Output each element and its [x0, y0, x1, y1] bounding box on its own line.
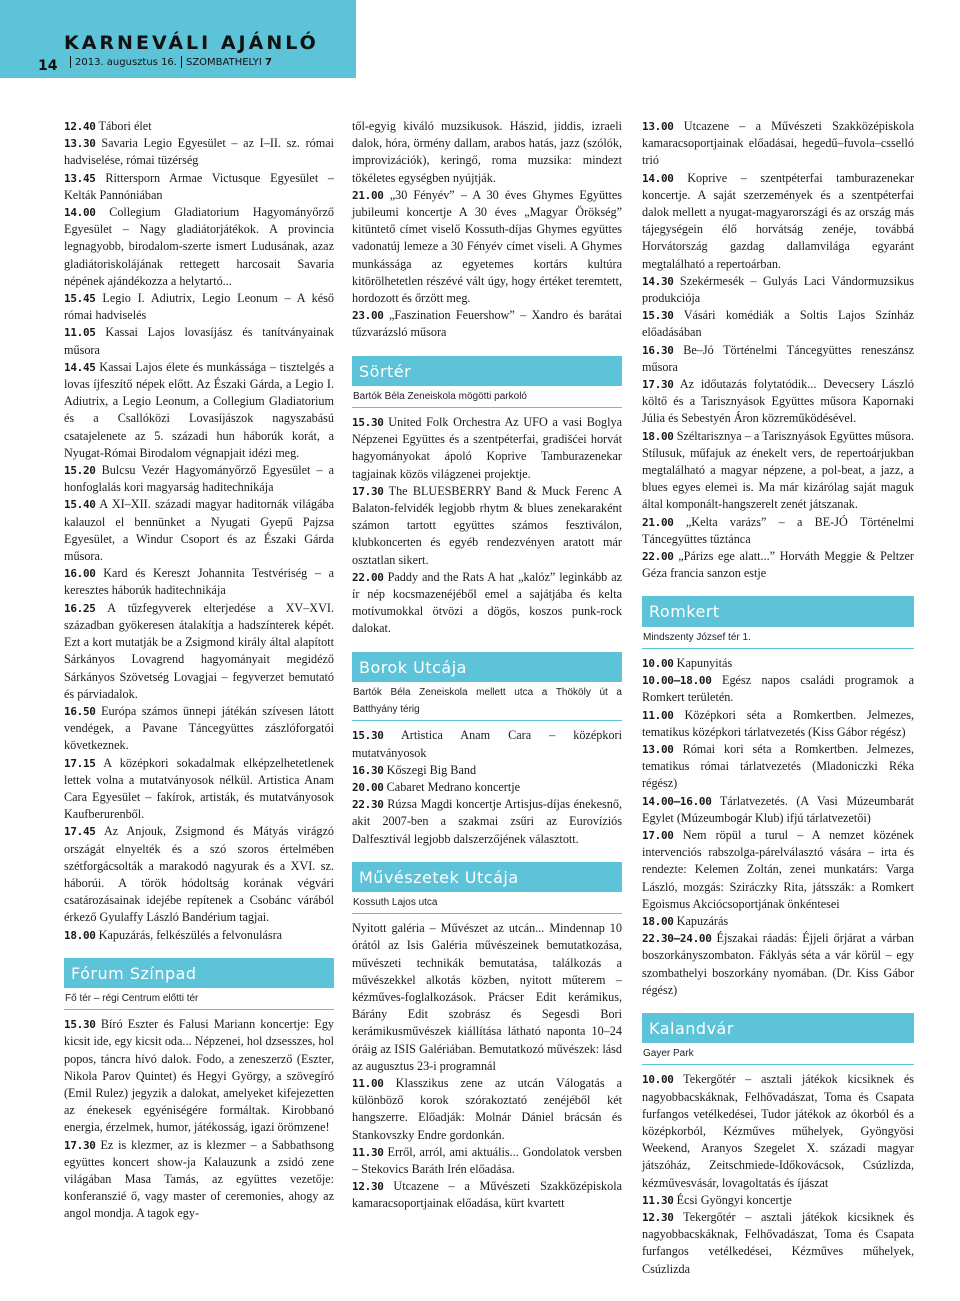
program-item: [642, 273, 914, 307]
program-time: 18.00: [64, 928, 96, 942]
program-item: [642, 793, 914, 827]
program-time: 14.30: [642, 274, 674, 288]
program-time: 15.30: [642, 309, 674, 323]
program-time: 14.00: [642, 171, 674, 185]
program-item: [64, 118, 334, 135]
program-item: [642, 913, 914, 930]
program-time: 17.30: [64, 1138, 96, 1152]
program-time: 11.00: [352, 1076, 384, 1090]
program-description: Kassai Lajos lovasíjász és tanítványainak műsora: [64, 325, 335, 357]
program-time: 13.45: [64, 171, 96, 185]
divider: [70, 56, 71, 68]
program-time: 16.30: [642, 343, 674, 357]
program-time: 22.00: [642, 550, 674, 564]
program-time: 16.00: [64, 567, 96, 581]
program-time: 14.00–16.00: [642, 794, 712, 808]
issue-info: [66, 56, 272, 68]
program-description: Utcazene – a Művészeti Szakközépiskola kamaracsoportjainak előadásai, hegedű–fuvola–csselló trió: [642, 119, 914, 168]
program-description: Cabaret Medrano koncertje: [386, 779, 520, 794]
program-description: Római kori séta a Romkertben. Jelmezes, tematikus római tárlatvezetés (Mladoniczki Réka régész): [642, 741, 915, 791]
program-time: 13.30: [64, 137, 96, 151]
program-time: 11.05: [64, 326, 96, 340]
divider: [181, 56, 182, 68]
program-item: [642, 930, 914, 999]
program-time: 20.00: [352, 780, 384, 794]
venue-location: Mindszenty József tér 1.: [642, 627, 914, 649]
program-item: [642, 827, 914, 913]
program-item: [64, 359, 334, 462]
program-time: 15.40: [64, 498, 96, 512]
program-list: [64, 118, 334, 944]
program-time: 17.00: [642, 828, 674, 842]
program-item: [642, 514, 914, 548]
program-description: Collegium Gladiatorium Hagyományőrző Egyesület – Nagy gladiátorjátékok. A provincia legnagyobb, birodalom-szerte ismert Ludusának, azaz gladiátoriskolájának rettegett harcosait Savaria népének ajándékozza a helytartó...: [64, 205, 335, 288]
program-time: 10.00: [642, 1073, 674, 1087]
program-time: 18.00: [642, 914, 674, 928]
program-description: Tekergőtér – asztali játékok kicsiknek és nagyobbacskáknak, Felhővadászat, Toma és Csapata furfangos vetélkedései, Kézműves műhelyek, Csúzlizda: [642, 1209, 915, 1276]
section-title: KARNEVÁLI AJÁNLÓ: [64, 32, 319, 54]
program-item: [642, 548, 914, 582]
venue-section-kalandvar: [642, 1013, 914, 1065]
program-description: Vásári komédiák a Soltis Lajos Színház előadásában: [642, 308, 914, 340]
program-item: [352, 779, 622, 796]
venue-section-forum: [64, 958, 334, 1010]
program-description: Szekérmesék – Gulyás Laci Vándormuzsikus produkciója: [642, 273, 915, 306]
program-time: 15.30: [352, 729, 384, 743]
program-description: Savaria Legio Egyesület – az I–II. sz. római hadviselése, római tüzérség: [64, 136, 334, 168]
column-1: [64, 118, 334, 1223]
venue-location: Kossuth Lajos utca: [352, 892, 622, 914]
program-time: 22.30–24.00: [642, 932, 712, 946]
program-time: 15.30: [352, 416, 384, 430]
program-description: Ez is klezmer, az is klezmer – a Sabbathsong együttes koncert show-ja Kalauzunk a zsidó zene világában Masa Tamás, az együttes vezetője: konferanszié ő, vagy master of ceremonies, ahogy az angol mondja. A tagok egy-: [64, 1137, 334, 1221]
program-description: Be–Jó Történelmi Táncegyüttes reneszánsz műsora: [642, 342, 914, 374]
program-item: [64, 703, 334, 755]
program-item: [64, 135, 334, 169]
program-description: Kapuzárás: [676, 913, 729, 928]
program-item: [64, 204, 334, 290]
program-item: [64, 462, 334, 496]
venue-section-borok: [352, 652, 622, 722]
program-time: 21.00: [642, 515, 674, 529]
program-item: [64, 927, 334, 944]
program-item: [352, 1144, 622, 1178]
program-description: Középkori séta a Romkertben. Jelmezes, tematikus középkori tárlatvezetés (Kiss Gábor régész): [642, 707, 914, 739]
program-item: [642, 741, 914, 793]
column-2: [352, 118, 622, 1213]
program-item: [642, 342, 914, 376]
program-time: 23.00: [352, 309, 384, 323]
program-description: Nem röpül a turul – A nemzet közének intervenciós rabszolga-párelválasztó vására – irta és rendezte: Kelemen Zoltán, zenei munkatárs: Varga László, mozgás: Sziráczky Rita, játsszák: a Romkert Egoismus Akciócsoportjának önkéntesei: [642, 827, 915, 911]
program-description: Klasszikus zene az utcán Válogatás a különböző korok szórakoztató zenéjéből két hangszerre. Előadják: Molnár Dániel brácsán és Stankovszky Endre gordonkán.: [352, 1075, 623, 1142]
program-item: [642, 307, 914, 341]
program-item: [352, 483, 622, 569]
program-description: Tárlatvezetés. (A Vasi Múzeumbarát Egylet (Múzeumbogár Klub) ifjú tárlatvezetői): [642, 793, 915, 825]
program-item: [352, 1075, 622, 1144]
program-time: 14.00: [64, 206, 96, 220]
program-description: Utcazene – a Művészeti Szakközépiskola kamaracsoportjainak előadása, kürt kvartett: [352, 1179, 622, 1211]
paper-number: 7: [265, 56, 272, 68]
program-description: Tekergőtér – asztali játékok kicsiknek és nagyobbacskáknak, Felhővadászat, Toma és Csapata furfangos vetélkedései, Tudor játékok az ókorból és a középkorból, Kézműves műhelyek, Gyöngyösi Weekend, Aranyos Szegelet X. századi magyar játszóház, Zeitschmiede-Időkovácsok, Csúzlizda, kézművesvásár, lovagoltatás és íjászat: [642, 1072, 915, 1190]
program-description: „30 Fényév” – A 30 éves Ghymes Együttes jubileumi koncertje A 30 éves „Magyar Örökség” kitüntető címet viselő Kossuth-díjas Ghymes együttes vadonatúj lemeze a 30 Fényév címet viseli. A Ghymes munkássága az egyetemes kortárs kultúra kitörölhetetlen részévé vált úgy, hogy értéket teremtett, hordozott és őrzött meg.: [352, 187, 622, 306]
program-item: [64, 324, 334, 358]
program-time: 17.30: [642, 378, 674, 392]
venue-section-sorter: [352, 356, 622, 408]
program-item: [64, 600, 334, 703]
program-item: [642, 376, 914, 428]
program-item: [352, 727, 622, 761]
program-item: [642, 1071, 914, 1191]
page-header: [0, 0, 356, 78]
venue-section-romkert: [642, 596, 914, 648]
program-description: Az Anjouk, Zsigmond és Mátyás virágzó országát elnyelték és a szó szoros értelmében szétforgácsolták a marakodó nagyurak és a XVI. sz. háborúi. A török hódoltság korának végvári csatározásainak idejébe repítenek a Csobánc várából érkező Gyulaffy László Bandérium tagjai.: [64, 824, 334, 925]
program-item: [642, 118, 914, 170]
program-description: United Folk Orchestra Az UFO a vasi Boglya Népzenei Együttes és a szentpéterfai, gradišćei horvát hagyományokat ápoló Koprive Tamburazenekar tagjainak közös világzenei projektje.: [352, 415, 623, 481]
program-description: Tábori élet: [98, 119, 152, 133]
program-time: 10.00: [642, 656, 674, 670]
program-time: 16.25: [64, 601, 96, 615]
issue-date: 2013. augusztus 16.: [75, 56, 177, 68]
program-description: Rúzsa Magdi koncertje Artisjus-díjas énekesnő, akit 2007-ben a szakmai zsűri az Eurovíziós Dalfesztivál legjobb dalszerzőjének választott.: [352, 797, 622, 846]
program-description: „Faszination Feuershow” – Xandro és barátai tűzvarázsló műsora: [352, 308, 622, 340]
program-text: Nyitott galéria – Művészet az utcán... Mindennap 10 órától az Isis Galéria művészeinek bemutatkozása, művészeti technikák bemutatása, találkozás a művészekkel alkotás közben, nyitott műterem – kézműves-foglalkozások. Prácser Edit kerámikus, Bárány Edit szobrász és Segesdi Bori kerámikusművészek kiállítása látható naponta 10–24 óráig az ISIS Galériában. Bemutatkozó művészek: lásd az augusztus 23-i programnál: [352, 921, 622, 1073]
venue-title: Kalandvár: [642, 1013, 914, 1043]
program-item: [64, 823, 334, 926]
program-item: [642, 707, 914, 741]
program-item: [352, 307, 622, 341]
program-time: 22.00: [352, 570, 384, 584]
program-item: [352, 569, 622, 638]
venue-location: Bartók Béla Zeneiskola mellett utca a Thököly út a Batthyány térig: [352, 682, 622, 721]
program-description: Egész napos családi programok a Romkert területén.: [642, 673, 914, 705]
program-time: 11.30: [352, 1145, 384, 1159]
program-item: [64, 170, 334, 204]
program-description: A középkori sokadalmak elképzelhetetlenek lettek volna a mutatványosok nélkül. Artistica Anam Cara Egyesület – fakírok, artisták, és mutatványosok Kaufberurenből.: [64, 755, 335, 822]
program-description: Éjszakai ráadás: Éjjeli őrjárat a várban boszorkányszombaton. Fáklyás séta a vár körül – egy szombathelyi boszorkány nyomában. (Dr. Kiss Gábor régész): [642, 931, 915, 997]
program-description: Kapuzárás, felkészülés a felvonulásra: [98, 927, 283, 942]
program-time: 12.30: [642, 1210, 674, 1224]
program-description: „Párizs ege alatt...” Horváth Meggie & Peltzer Géza francia sanzon estje: [642, 549, 914, 581]
program-description: Bíró Eszter és Falusi Mariann koncertje: Egy kicsit ide, egy kicsit oda... Népzenei, hol dzsesszes, hol popos, táncra hívó dalok. Fodo, a zeneszerző (Eszter, Nikola Parov Quintet) és Hegyi György, a szövegíró (Emil Rulez) jegyzik a dalokat, amelyeket kifejezetten az énekesek egyéniségére formáltak. Kirobbanó energia, érzelmek, humor, játékosság, igazi örömzene!: [64, 1017, 335, 1135]
program-item: [64, 496, 334, 565]
program-item: [64, 755, 334, 824]
program-description: Bulcsu Vezér Hagyományőrző Egyesület – a honfoglalás kori magyarság haditechnikája: [64, 463, 334, 495]
program-description: „Kelta varázs” – a BE-JÓ Történelmi Táncegyüttes tűztánca: [642, 514, 915, 546]
column-3: [642, 118, 914, 1278]
program-time: 13.00: [642, 120, 674, 133]
program-time: 17.45: [64, 825, 96, 839]
venue-section-muveszetek: [352, 862, 622, 914]
program-item: [64, 1016, 334, 1136]
program-item: [642, 655, 914, 672]
program-description: Kapunyitás: [676, 655, 733, 670]
program-time: 14.45: [64, 360, 96, 374]
program-time: 22.30: [352, 798, 384, 812]
program-item: [64, 565, 334, 599]
venue-title: Borok Utcája: [352, 652, 622, 682]
program-description: Kard és Kereszt Johannita Testvériség – a keresztes háborúk haditechnikája: [64, 566, 334, 598]
venue-title: Fórum Színpad: [64, 958, 334, 988]
program-item: [352, 796, 622, 848]
program-time: 17.30: [352, 484, 384, 498]
program-time: 10.00–18.00: [642, 674, 712, 688]
program-description: Paddy and the Rats A hat „kalóz” leginkább az ír nép kocsmazenéjéből emel a sajátjába és kelta motívumokkal ötvözi a dögös, koszos punk-rock dalokat.: [352, 569, 623, 636]
program-description: Écsi Gyöngyi koncertje: [676, 1192, 792, 1207]
program-item: [352, 762, 622, 779]
program-item: [64, 1137, 334, 1223]
program-description: Rittersporn Armae Victusque Egyesület – Kelták Pannóniában: [64, 170, 334, 202]
program-description: Széltarisznya – a Tarisznyások Együttes műsora. Stílusuk, műfajuk az énekelt vers, de repertoárjukban megtalálható a magyar népzene, a pol-beat, a jazz, a blues egyes elemei is. Ma már kizárólag saját maguk által komponált-hangszerelt zenét játszanak.: [642, 428, 914, 512]
venue-title: Művészetek Utcája: [352, 862, 622, 892]
program-time: 16.50: [64, 704, 96, 718]
venue-location: Bartók Béla Zeneiskola mögötti parkoló: [352, 386, 622, 408]
program-item: [642, 672, 914, 706]
program-text: től-egyig kiváló muzsikusok. Hászid, jiddis, izraeli dalok, hóra, örmény dallam, arabos hatás, jazz (szólók, improvizációk), keringő, roma muzsika: mindezt tökéletes egységben nyújtják.: [352, 119, 622, 185]
venue-title: Sörtér: [352, 356, 622, 386]
program-item: [352, 414, 622, 483]
program-item: [352, 187, 622, 307]
paper-name: SZOMBATHELYI: [185, 56, 262, 68]
program-description: Kassai Lajos élete és munkássága – tisztelgés a lovas íjfeszítő népek előtt. Az Északi Gárda, a Legio I. Adiutrix, a Legio Leonum, a Collegium Gladiatorium és a Csallóközi Lovasíjászok nagyszabású csatajelenete az 5. századi hun háborúk korát, a Nyugat-Római Birodalom végnapjait idézi meg.: [64, 359, 334, 460]
venue-title: Romkert: [642, 596, 914, 626]
program-time: 21.00: [352, 188, 384, 202]
venue-location: Gayer Park: [642, 1043, 914, 1065]
program-description: Erről, arról, ami aktuális... Gondolatok versben – Stekovics Baráth Irén előadása.: [352, 1144, 623, 1176]
program-description: Koprive – szentpéterfai tamburazenekar koncertje. A saját szerzemények és a szentpéterfai dalok mellett a nyugat-magyarországi és az ország más tájegységein élő horvátság zenéje, továbbá Horvátország gazdag dallamvilága egyaránt megtalálható a repertoárban.: [642, 170, 914, 271]
program-item: [64, 290, 334, 324]
program-time: 15.45: [64, 292, 96, 306]
program-description: Európa számos ünnepi játékán szívesen látott vendégek, a Pavane Táncegyüttes zászlóforgatói következnek.: [64, 703, 335, 753]
program-description: Legio I. Adiutrix, Legio Leonum – A késő római hadviselés: [64, 291, 334, 323]
venue-location: Fő tér – régi Centrum előtti tér: [64, 988, 334, 1010]
program-time: 11.00: [642, 708, 674, 722]
program-item: [642, 1192, 914, 1209]
program-time: 15.30: [64, 1018, 96, 1032]
program-time: 15.20: [64, 464, 96, 478]
program-description: Az időutazás folytatódik... Devecsery László költő és a Tarisznyások Együttes műsora Kapornaki Júlia és Sebestyén Áron közreműködésével.: [642, 377, 914, 426]
program-time: 12.30: [352, 1180, 384, 1194]
program-time: 13.00: [642, 742, 674, 756]
program-description: Kőszegi Big Band: [386, 762, 477, 777]
program-description: Artistica Anam Cara – középkori mutatványosok: [352, 728, 622, 760]
program-time: 16.30: [352, 763, 384, 777]
program-description: The BLUESBERRY Band & Muck Ferenc A Balaton-felvidék legjobb rhytm & blues zenekaraként számon tartott együttes számos fesztiválon, klubkoncerten és egyéb rendezvényen aratott már osztatlan sikert.: [352, 483, 622, 567]
program-description: A XI–XII. századi magyar haditornák világába kalauzol el bennünket a Nyugati Gyepű Pajzsa Egyesület, a Windur Csoport és az Északi Gárda műsora.: [64, 497, 335, 564]
program-time: 17.15: [64, 756, 96, 770]
program-item: [352, 1178, 622, 1212]
program-time: 11.30: [642, 1193, 674, 1207]
page-number: 14: [38, 58, 58, 74]
program-item: [642, 1209, 914, 1278]
program-time: 12.40: [64, 120, 96, 133]
program-item: [642, 428, 914, 514]
program-item: [642, 170, 914, 273]
program-description: A tűzfegyverek elterjedése a XV–XVI. században gyökeresen átalakítja a hadszínterek képét. Ezt a kort mutatják be a Zsigmond király által alapított Sárkányos Lovagrend hagyományait megidéző Sárkányos Szövetség Lovagjai – fegyverzet bemutató és párviadalok.: [64, 600, 334, 701]
program-time: 18.00: [642, 429, 674, 443]
